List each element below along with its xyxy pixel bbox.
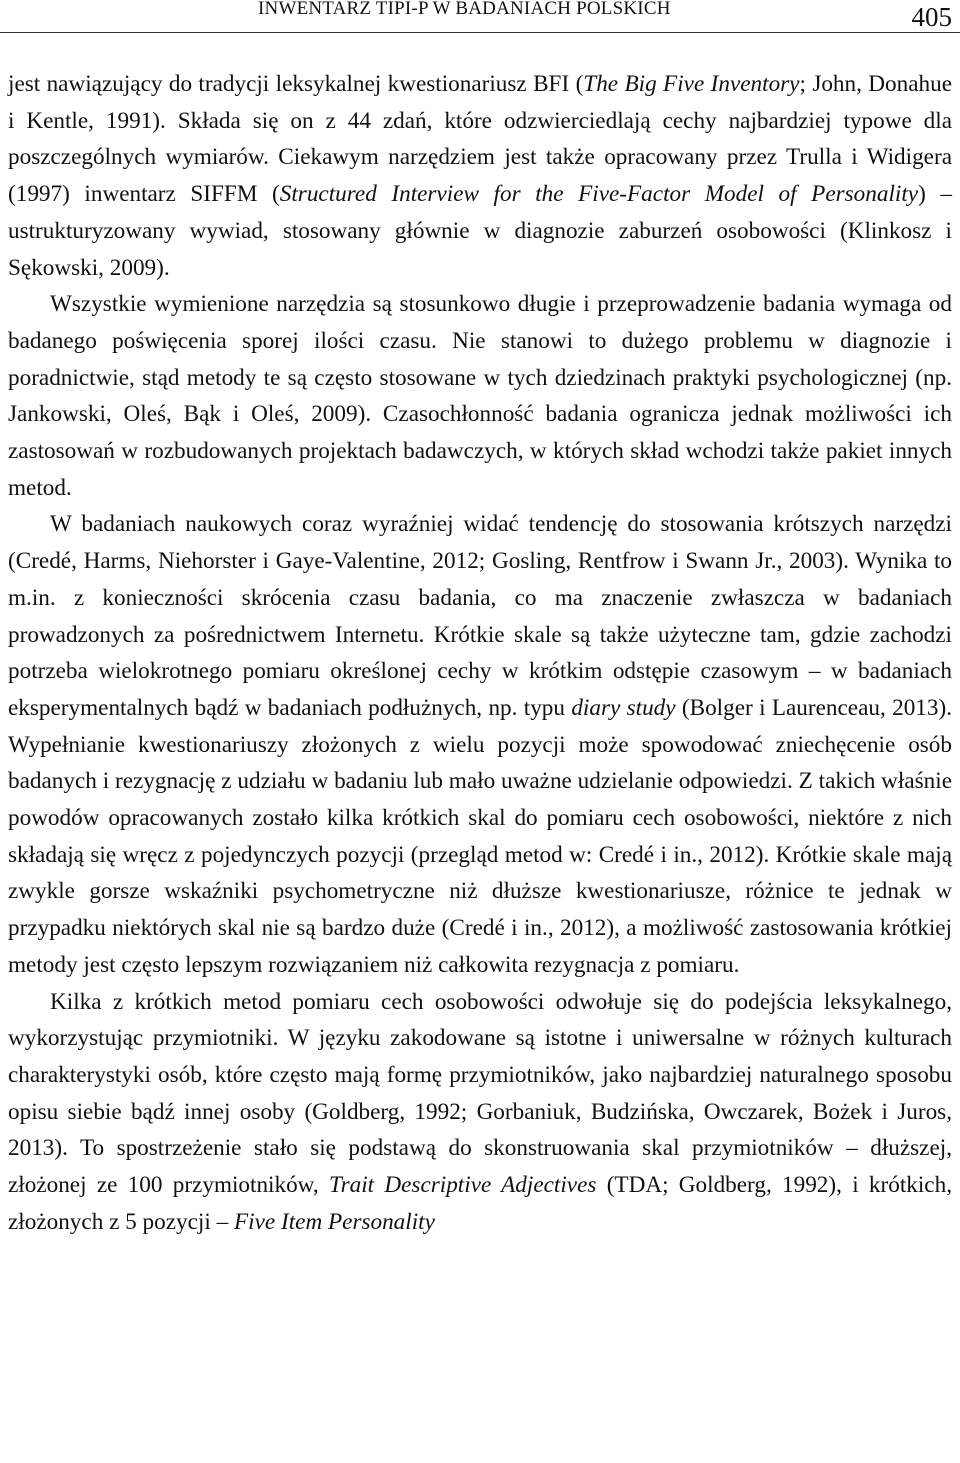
body-text xyxy=(8,66,952,1241)
paragraph-3 xyxy=(8,506,952,983)
page-number: 405 xyxy=(911,2,952,32)
text-run: (Bolger i Laurenceau, 2013). Wypełnianie kwestionariuszy złożonych z wielu pozycji może spowodować zniechęcenie osób badanych i rezygnację z udziału w badaniu lub mało uważne udzielanie odpowiedzi. Z takich właśnie powodów opracowanych zostało kilka krótkich skal do pomiaru cech osobowości, niektóre z nich składają się wręcz z pojedynczych pozycji (przegląd metod w: Credé i in., 2012). Krótkie skale mają zwykle gorsze wskaźniki psychometryczne niż dłuższe kwestionariusze, różnice te jednak w przypadku niektórych skal nie są bardzo duże (Credé i in., 2012), a możliwość zastosowania krótkiej metody jest często lepszym rozwiązaniem niż całkowita rezygnacja z pomiaru. xyxy=(8,694,952,978)
text-run-italic: Structured Interview for the Five-Factor Model of Personality xyxy=(279,181,919,208)
text-run-italic: Five Item Personality xyxy=(234,1208,435,1235)
text-run: ; John, Donahue i Kentle, 1991). Składa się on z 44 zdań, które odzwierciedlają cechy najbardziej typowe dla poszczególnych wymiarów. Ciekawym narzędziem jest także opracowany przez Trulla i Widigera (1997) inwentarz SIFFM ( xyxy=(8,71,953,208)
text-run: jest nawiązujący do tradycji leksykalnej kwestionariusz BFI ( xyxy=(8,71,584,97)
running-header xyxy=(0,0,960,33)
paragraph-1 xyxy=(8,66,952,286)
text-run: Wszystkie wymienione narzędzia są stosunkowo długie i przeprowadzenie badania wymaga od badanego poświęcenia sporej ilości czasu. Nie stanowi to dużego problemu w diagnozie i poradnictwie, stąd metody te są często stosowane w tych dziedzinach praktyki psychologicznej (np. Jankowski, Oleś, Bąk i Oleś, 2009). Czasochłonność badania ogranicza jednak możliwości ich zastosowań w rozbudowanych projektach badawczych, w których skład wchodzi także pakiet innych metod. xyxy=(8,291,952,501)
text-run: Kilka z krótkich metod pomiaru cech osobowości odwołuje się do podejścia leksykalnego, wykorzystując przymiotniki. W języku zakodowane są istotne i uniwersalne w różnych kulturach charakterystyki osób, które często mają formę przymiotników, jako najbardziej naturalnego sposobu opisu siebie bądź innej osoby (Goldberg, 1992; Gorbaniuk, Budzińska, Owczarek, Bożek i Juros, 2013). To spostrzeżenie stało się podstawą do skonstruowania skal przymiotników – dłuższej, złożonej ze 100 przymiotników, xyxy=(8,988,952,1199)
paragraph-4 xyxy=(8,984,952,1241)
text-run: W badaniach naukowych coraz wyraźniej widać tendencję do stosowania krótszych narzędzi (Credé, Harms, Niehorster i Gaye-Valentine, 2012; Gosling, Rentfrow i Swann Jr., 2003). Wynika to m.in. z konieczności skrócenia czasu badania, co ma znaczenie zwłaszcza w badaniach prowadzonych za pośrednictwem Internetu. Krótkie skale są także użyteczne tam, gdzie zachodzi potrzeba wielokrotnego pomiaru określonej cechy w krótkim odstępie czasowym – w badaniach eksperymentalnych bądź w badaniach podłużnych, np. typu xyxy=(8,511,952,721)
text-run-italic: Trait Descriptive Adjectives xyxy=(329,1172,597,1199)
text-run-italic: diary study xyxy=(571,694,676,721)
paragraph-2 xyxy=(8,286,952,506)
running-title: INWENTARZ TIPI-P W BADANIACH POLSKICH xyxy=(258,0,671,19)
text-run: ) – ustrukturyzowany wywiad, stosowany głównie w diagnozie zaburzeń osobowości (Klinkosz i Sękowski, 2009). xyxy=(8,181,953,281)
text-run-italic: The Big Five Inventory xyxy=(583,71,800,97)
text-run: (TDA; Goldberg, 1992), i krótkich, złożonych z 5 pozycji – xyxy=(8,1172,952,1235)
